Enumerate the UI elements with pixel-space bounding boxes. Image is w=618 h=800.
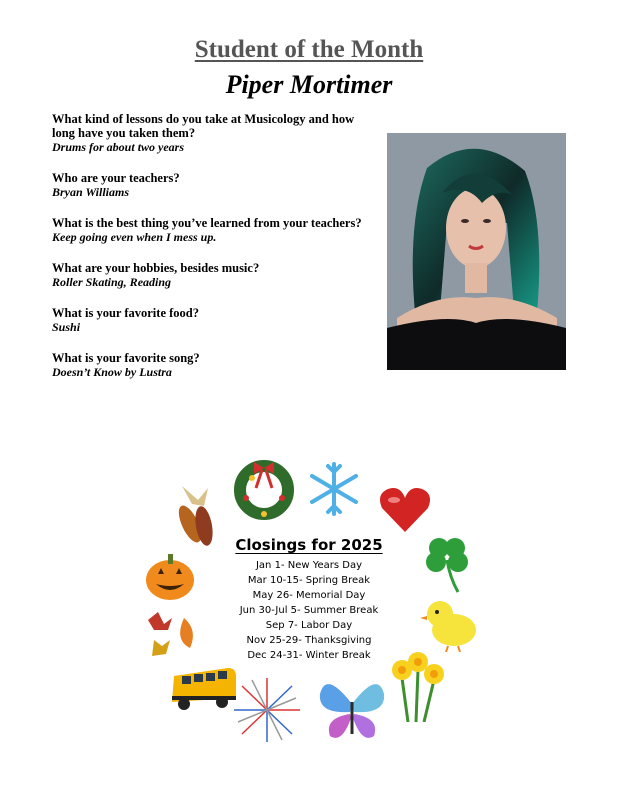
question: What kind of lessons do you take at Musicology and how long have you taken them? (52, 112, 355, 140)
closings-list (0, 558, 618, 663)
fireworks-icon (230, 676, 304, 744)
page-title: Student of the Month (194, 36, 424, 63)
school-bus-icon (168, 662, 240, 714)
answer: Bryan Williams (52, 185, 130, 199)
closing-item: Dec 24-31- Winter Break (247, 650, 371, 661)
question: What is your favorite food? (52, 306, 199, 320)
answer: Keep going even when I mess up. (52, 230, 217, 244)
question: What are your hobbies, besides music? (52, 261, 260, 275)
closing-item: May 26- Memorial Day (252, 590, 366, 601)
closing-item: Sep 7- Labor Day (265, 620, 353, 631)
question: What is the best thing you’ve learned from your teachers? (52, 216, 362, 230)
answer: Roller Skating, Reading (52, 275, 172, 289)
closing-item: Jan 1- New Years Day (255, 560, 363, 571)
heart-icon (378, 486, 432, 534)
student-name: Piper Mortimer (225, 70, 393, 99)
closing-item: Nov 25-29- Thanksgiving (246, 635, 372, 646)
closing-item: Jun 30-Jul 5- Summer Break (239, 605, 379, 616)
closings-title: Closings for 2025 (235, 536, 383, 554)
answer: Drums for about two years (52, 140, 185, 154)
answer: Doesn’t Know by Lustra (52, 365, 172, 379)
closing-item: Mar 10-15- Spring Break (247, 575, 371, 586)
answer: Sushi (52, 320, 81, 334)
question: What is your favorite song? (52, 351, 200, 365)
butterfly-icon (316, 674, 388, 744)
snowflake-icon (306, 460, 362, 518)
question: Who are your teachers? (52, 171, 180, 185)
wreath-icon (232, 458, 296, 522)
